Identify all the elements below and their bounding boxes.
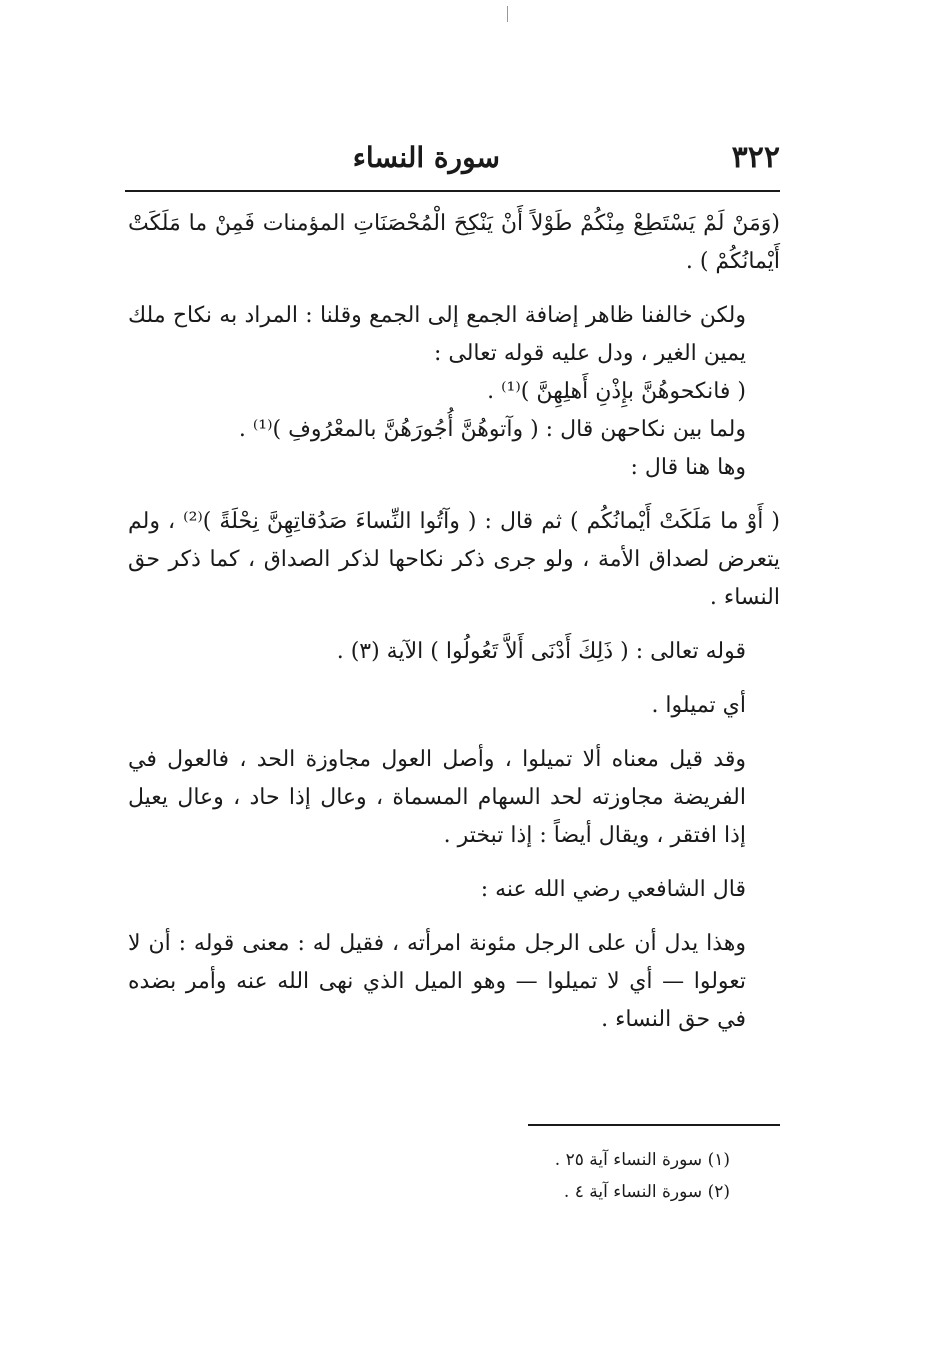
main-text bbox=[128, 205, 780, 1039]
verse-paragraph: (وَمَنْ لَمْ يَسْتَطِعْ مِنْكُمْ طَوْلاً أَنْ يَنْكِحَ الْمُحْصَنَاتِ المؤمنات فَمِنْ ما مَلَكَتْ أَيْمانُكُمْ ) . bbox=[128, 211, 780, 274]
footnotes bbox=[420, 1144, 730, 1208]
text-paragraph: أي تميلوا . bbox=[651, 693, 746, 718]
footnote: (٢) سورة النساء آية ٤ . bbox=[563, 1182, 730, 1202]
text-paragraph: ولما بين نكاحهن قال : ( وآتوهُنَّ أُجُورَهُنَّ بالمعْرُوفِ )⁽¹⁾ . bbox=[238, 417, 746, 442]
verse-paragraph: ( أَوْ ما مَلَكَتْ أَيْمانُكُم ) ثم قال : ( وآتُوا النِّساءَ صَدُقاتِهِنَّ نِحْلَةً )⁽²⁾ ، ولم يتعرض لصداق الأمة ، ولو جرى ذكر نكاحها لذكر الصداق ، كما ذكر حق النساء . bbox=[128, 509, 780, 610]
verse-line: قوله تعالى : ( ذَلِكَ أَدْنَى أَلاَّ تَعُولُوا ) الآية (٣) . bbox=[336, 639, 746, 664]
running-title: سورة النساء bbox=[352, 141, 500, 174]
footnote: (١) سورة النساء آية ٢٥ . bbox=[554, 1150, 730, 1170]
text-paragraph: وهذا يدل أن على الرجل مئونة امرأته ، فقيل له : معنى قوله : أن لا تعولوا — أي لا تميلوا — وهو الميل الذي نهى الله عنه وأمر بضده في حق النساء . bbox=[128, 931, 746, 1032]
text-paragraph: وقد قيل معناه ألا تميلوا ، وأصل العول مجاوزة الحد ، فالعول في الفريضة مجاوزته لحد السهام المسماة ، وعال إذا حاد ، وعال يعيل إذا افتقر ، ويقال أيضاً : إذا تبختر . bbox=[128, 747, 746, 848]
page-header bbox=[125, 138, 780, 188]
header-rule bbox=[125, 190, 780, 192]
text-paragraph: قال الشافعي رضي الله عنه : bbox=[480, 877, 746, 902]
text-paragraph: ولكن خالفنا ظاهر إضافة الجمع إلى الجمع وقلنا : المراد به نكاح ملك يمين الغير ، ودل عليه قوله تعالى : bbox=[128, 303, 746, 366]
text-paragraph: وها هنا قال : bbox=[630, 455, 746, 480]
page-number: ٣٢٢ bbox=[731, 140, 780, 175]
verse-line: ( فانكحوهُنَّ بإِذْنِ أَهلِهِنَّ )⁽¹⁾ . bbox=[487, 379, 746, 404]
footnote-rule bbox=[528, 1124, 780, 1126]
margin-mark bbox=[507, 6, 508, 22]
